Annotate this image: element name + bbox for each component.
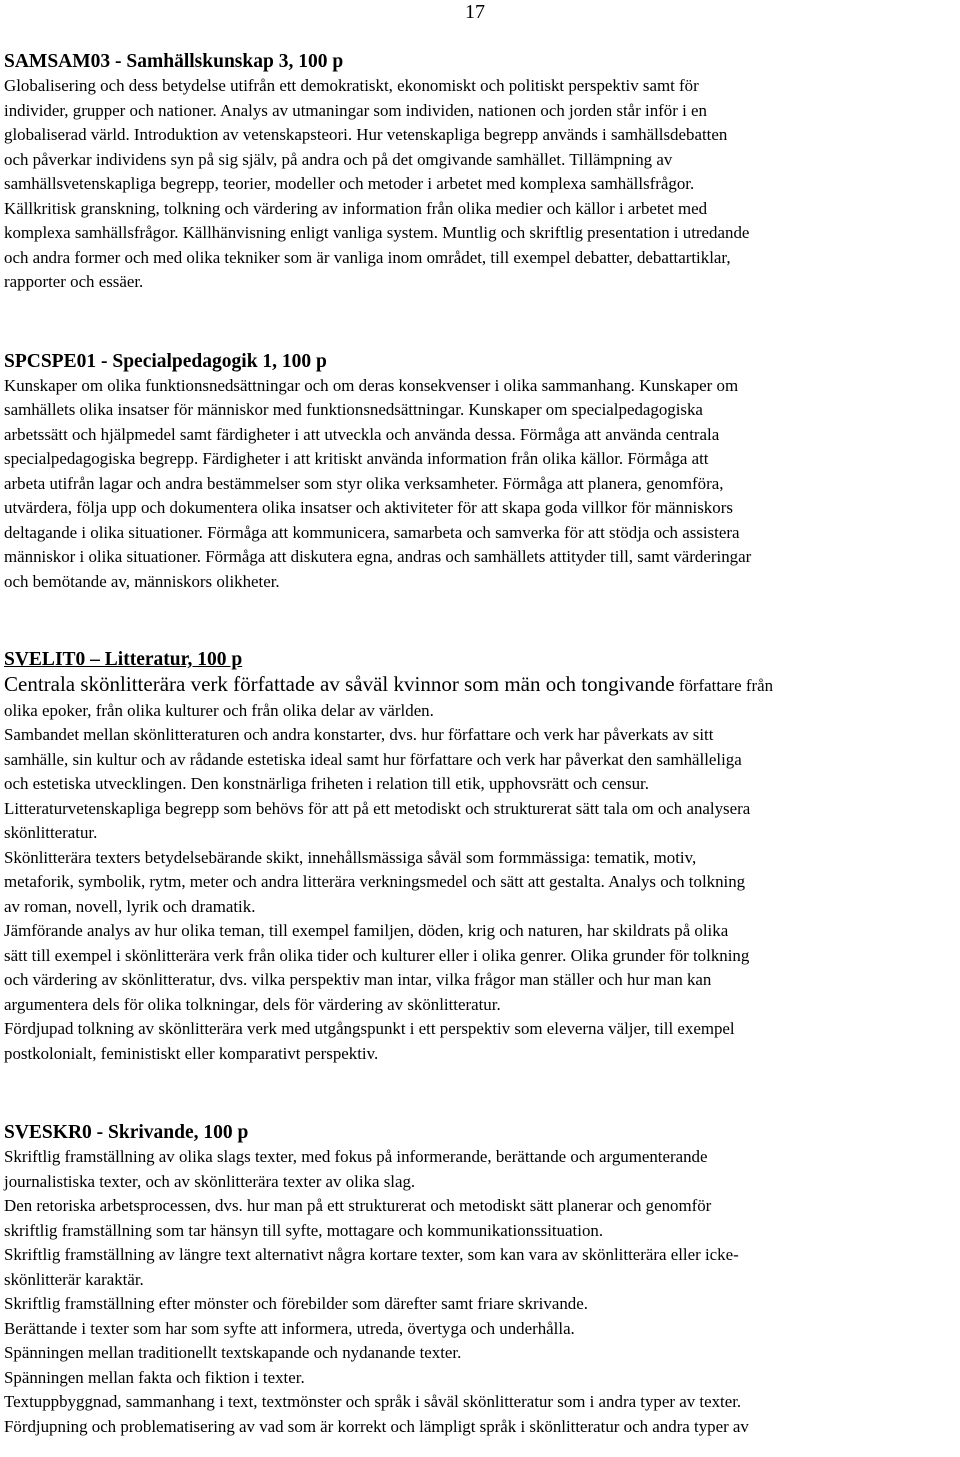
body-line: olika epoker, från olika kulturer och från olika delar av världen. (4, 700, 434, 720)
body-line: och bemötande av, människors olikheter. (4, 571, 280, 591)
body-line: utvärdera, följa upp och dokumentera olika insatser och aktiviteter för att skapa goda villkor för människors (4, 498, 733, 517)
body-line: komplexa samhällsfrågor. Källhänvisning enligt vanliga system. Muntlig och skriftlig presentation i utredande (4, 223, 750, 242)
body-line: specialpedagogiska begrepp. Färdigheter i att kritiskt använda information från olika källor. Förmåga att (4, 449, 709, 468)
body-line: skönlitteratur. (4, 823, 98, 842)
body-line: Sambandet mellan skönlitteraturen och andra konstarter, dvs. hur författare och verk har påverkats av sitt (4, 725, 714, 744)
body-line: skriftlig framställning som tar hänsyn till syfte, mottagare och kommunikationssituation. (4, 1220, 604, 1240)
body-line: Berättande i texter som har som syfte att informera, utreda, övertyga och underhålla. (4, 1318, 575, 1338)
course-title: SVELIT0 – Litteratur, 100 p (4, 649, 243, 670)
body-line: samhällets olika insatser för människor med funktionsnedsättningar. Kunskaper om specialpedagogiska (4, 400, 703, 419)
body-line: argumentera dels för olika tolkningar, dels för värdering av skönlitteratur. (4, 994, 501, 1014)
body-line: Globalisering och dess betydelse utifrån ett demokratiskt, ekonomiskt och politiskt perspektiv samt för (4, 76, 699, 95)
body-line: Litteraturvetenskapliga begrepp som behövs för att på ett metodiskt och strukturerat sätt tala om och analysera (4, 798, 751, 818)
body-line: individer, grupper och nationer. Analys av utmaningar som individen, nationen och jorden står inför i en (4, 100, 707, 120)
lead-line (4, 672, 958, 699)
body-line: Den retoriska arbetsprocessen, dvs. hur man på ett strukturerat och metodiskt sätt planerar och genomför (4, 1196, 712, 1215)
course-section-samsam03 (4, 50, 958, 295)
body-line: Skönlitterära texters betydelsebärande skikt, innehållsmässiga såväl som formmässiga: tematik, motiv, (4, 847, 697, 867)
body-line: och estetiska utvecklingen. Den konstnärliga friheten i relation till etik, upphovsrätt och censur. (4, 774, 649, 793)
body-line: och andra former och med olika tekniker som är vanliga inom området, till exempel debatter, debattartiklar, (4, 247, 731, 267)
body-line: postkolonialt, feministiskt eller komparativt perspektiv. (4, 1043, 379, 1063)
lead-text-rest: författare från (674, 676, 774, 695)
body-line: människor i olika situationer. Förmåga att diskutera egna, andras och samhällets attityder till, samt värderingar (4, 547, 752, 566)
body-line: skönlitterär karaktär. (4, 1269, 144, 1289)
body-line: metaforik, symbolik, rytm, meter och andra litterära verkningsmedel och sätt att gestalta. Analys och tolkning (4, 872, 746, 891)
course-title: SPCSPE01 - Specialpedagogik 1, 100 p (4, 350, 327, 372)
body-line: Textuppbyggnad, sammanhang i text, textmönster och språk i såväl skönlitteratur som i andra typer av texter. (4, 1392, 742, 1411)
body-line: Spänningen mellan traditionellt textskapande och nydanande texter. (4, 1343, 462, 1362)
body-line: arbetssätt och hjälpmedel samt färdigheter i att utveckla och använda dessa. Förmåga att använda centrala (4, 424, 720, 444)
body-line: rapporter och essäer. (4, 272, 144, 291)
body-line: Källkritisk granskning, tolkning och värdering av information från olika medier och källor i arbetet med (4, 198, 708, 218)
body-line: journalistiska texter, och av skönlitterära texter av olika slag. (4, 1171, 416, 1191)
body-line: samhälle, sin kultur och av rådande estetiska ideal samt hur författare och verk har påverkat den samhälleliga (4, 749, 742, 769)
page-number: 17 (465, 1, 485, 23)
body-line: av roman, novell, lyrik och dramatik. (4, 896, 256, 916)
body-line: arbeta utifrån lagar och andra bestämmelser som styr olika verksamheter. Förmåga att planera, genomföra, (4, 473, 724, 493)
body-line: Skriftlig framställning av olika slags texter, med fokus på informerande, berättande och argumenterande (4, 1147, 708, 1166)
course-title: SVESKR0 - Skrivande, 100 p (4, 1122, 249, 1143)
course-section-sveskr0 (4, 1121, 958, 1439)
course-section-spcspe01 (4, 350, 958, 595)
body-line: globaliserad värld. Introduktion av vetenskapsteori. Hur vetenskapliga begrepp används i samhällsdebatten (4, 125, 728, 144)
body-line: Skriftlig framställning av längre text alternativt några kortare texter, som kan vara av skönlitterära eller icke- (4, 1245, 739, 1264)
course-section-svelit0 (4, 648, 958, 1066)
section-spacer (4, 594, 958, 648)
document-body (4, 50, 958, 1439)
body-line: Jämförande analys av hur olika teman, till exempel familjen, döden, krig och naturen, har skildrats på olika (4, 921, 729, 940)
body-line: Kunskaper om olika funktionsnedsättningar och om deras konsekvenser i olika sammanhang. Kunskaper om (4, 375, 739, 395)
body-line: samhällsvetenskapliga begrepp, teorier, modeller och metoder i arbetet med komplexa samhällsfrågor. (4, 174, 695, 193)
course-title: SAMSAM03 - Samhällskunskap 3, 100 p (4, 51, 344, 72)
lead-text-large: Centrala skönlitterära verk författade av såväl kvinnor som män och tongivande (4, 672, 675, 696)
section-spacer (4, 1066, 958, 1121)
body-line: Fördjupad tolkning av skönlitterära verk med utgångspunkt i ett perspektiv som eleverna väljer, till exempel (4, 1019, 735, 1038)
body-line: deltagande i olika situationer. Förmåga att kommunicera, samarbeta och samverka för att stödja och assistera (4, 522, 740, 542)
body-line: sätt till exempel i skönlitterära verk från olika tider och kulturer eller i olika genrer. Olika grunder för tolkning (4, 945, 750, 965)
body-line: och värdering av skönlitteratur, dvs. vilka perspektiv man intar, vilka frågor man ställer och hur man kan (4, 970, 712, 989)
body-line: Spänningen mellan fakta och fiktion i texter. (4, 1367, 305, 1387)
body-line: Fördjupning och problematisering av vad som är korrekt och lämpligt språk i skönlitteratur och andra typer av (4, 1416, 749, 1436)
body-line: och påverkar individens syn på sig själv, på andra och på det omgivande samhället. Tillämpning av (4, 149, 673, 169)
section-spacer (4, 295, 958, 350)
body-line: Skriftlig framställning efter mönster och förebilder som därefter samt friare skrivande. (4, 1294, 588, 1313)
